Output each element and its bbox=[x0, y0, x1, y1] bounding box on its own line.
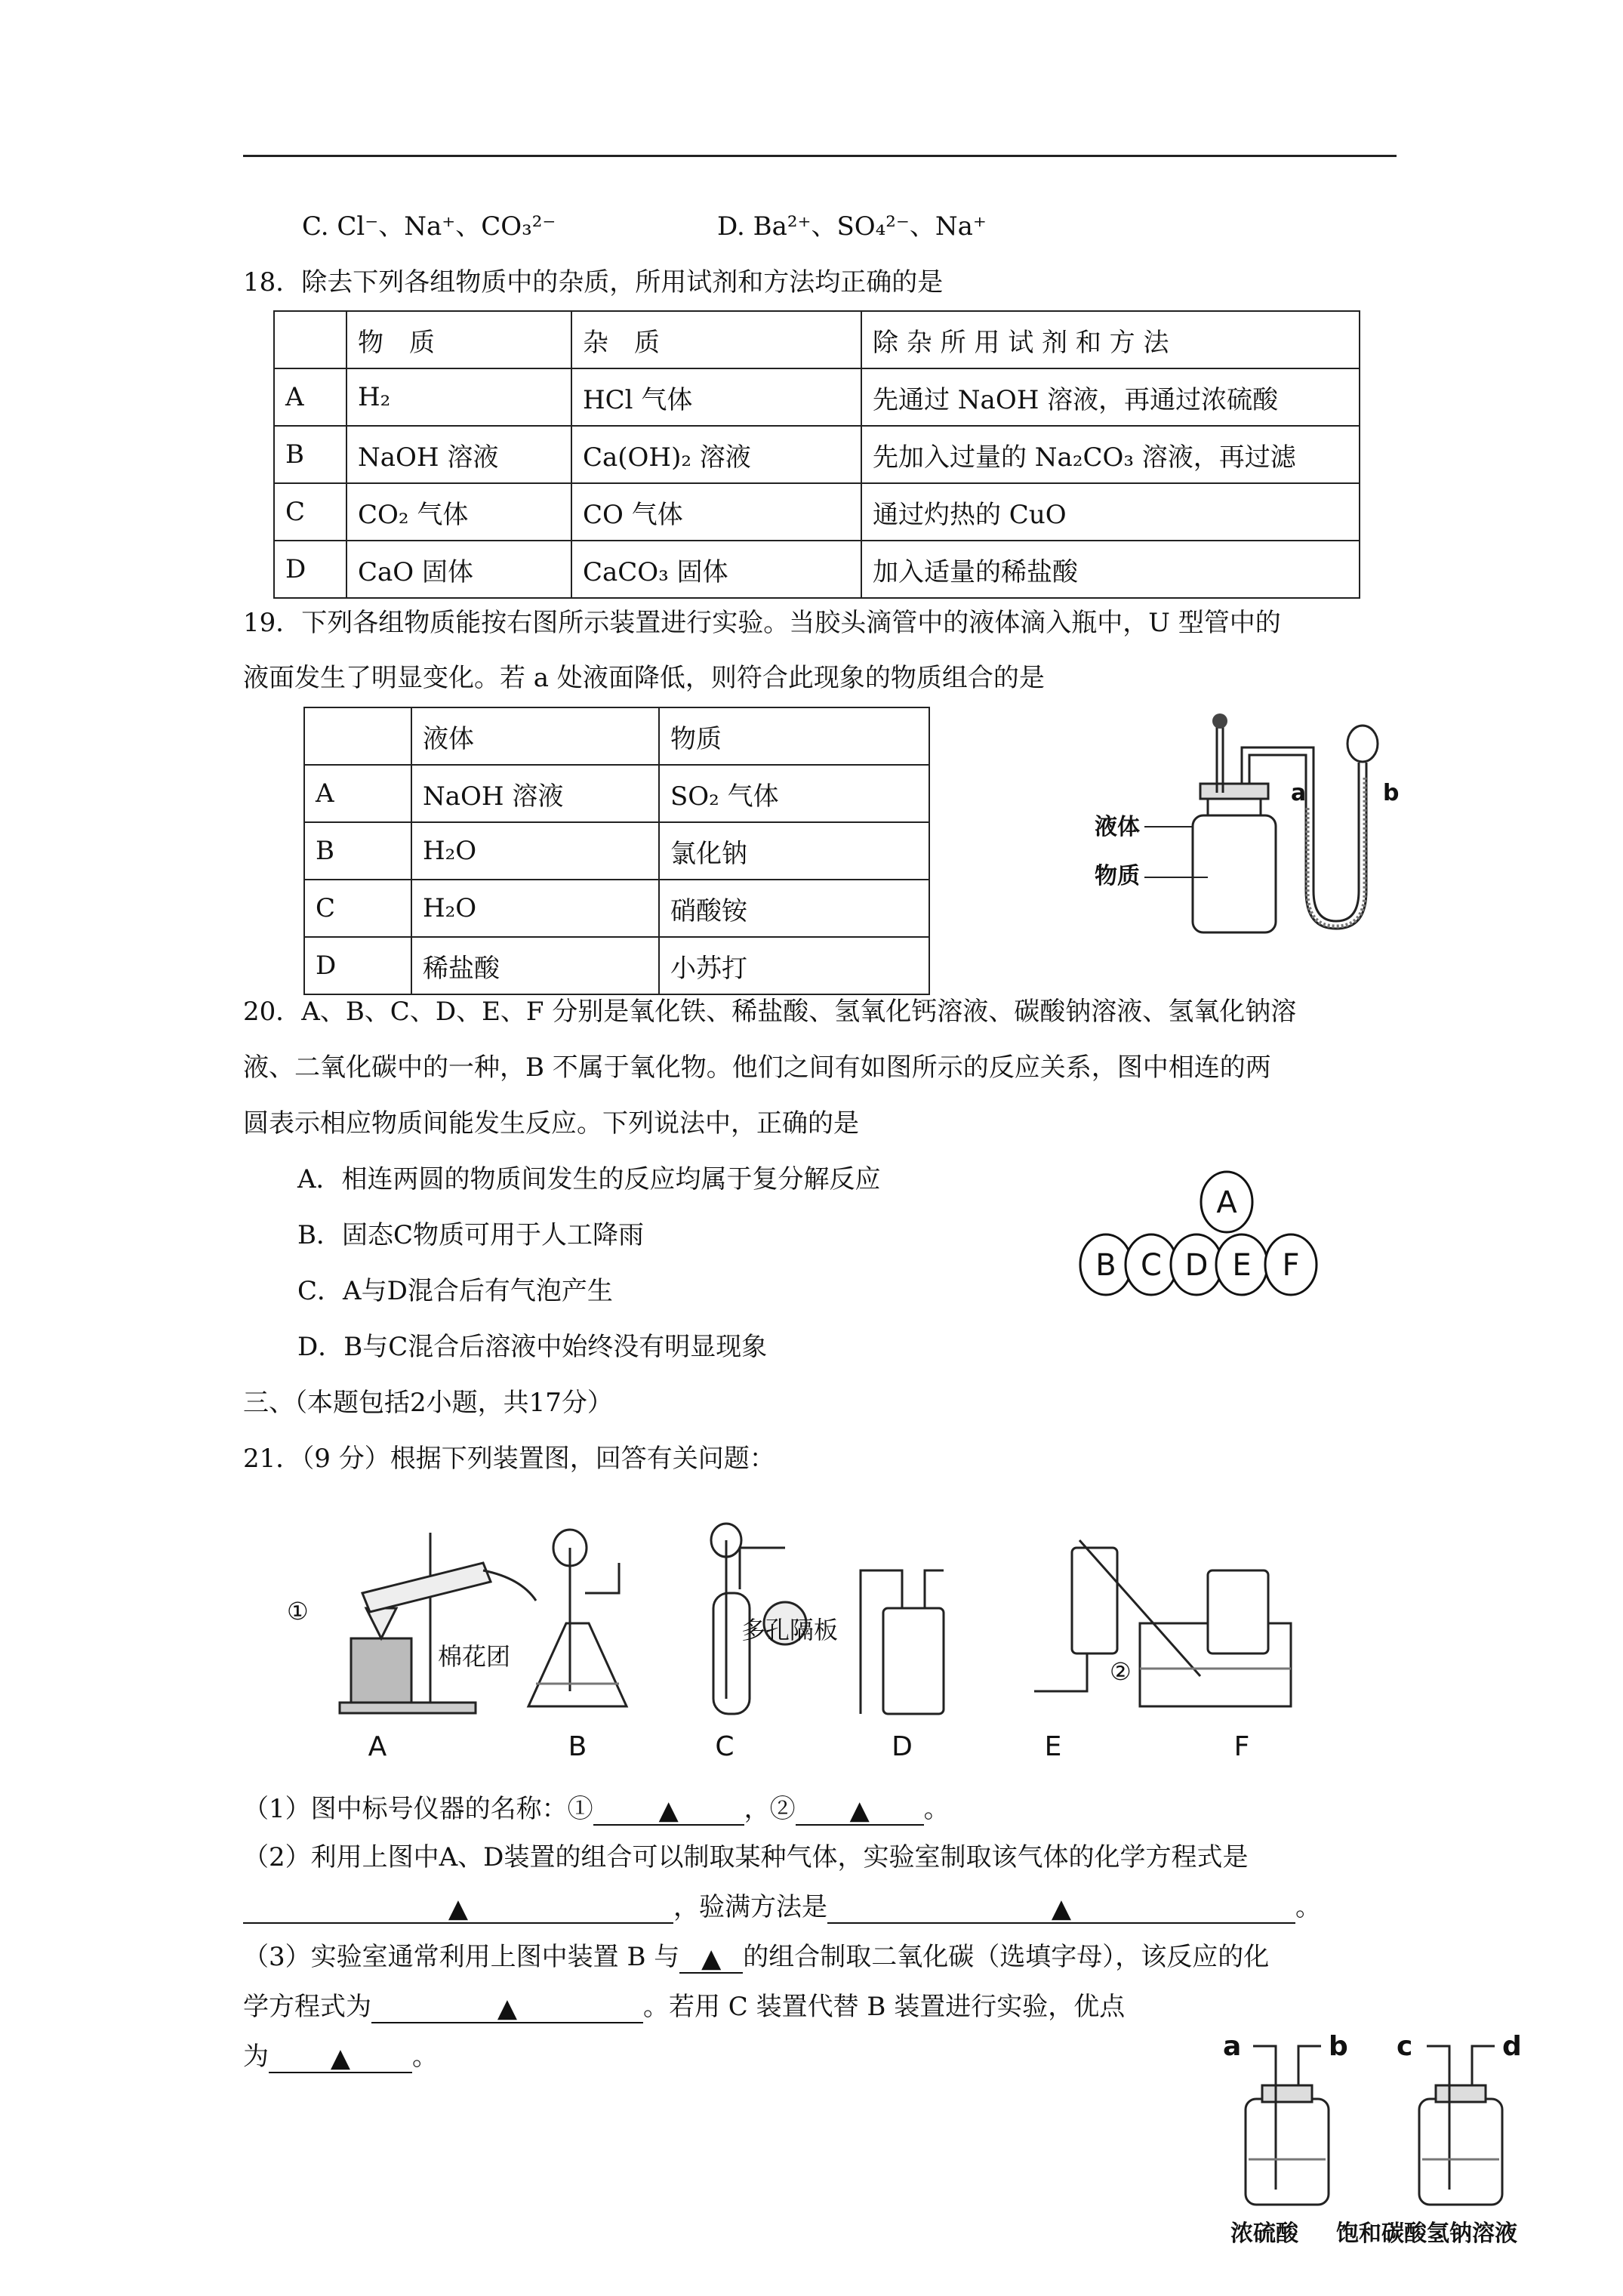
table-cell: A bbox=[304, 765, 411, 822]
circle-c: C bbox=[1141, 1248, 1162, 1283]
figure-label-substance: 物质 bbox=[1095, 863, 1140, 889]
answer-blank[interactable]: ▲ bbox=[679, 1942, 743, 1974]
apparatus-label-d: D bbox=[892, 1731, 913, 1762]
apparatus-label-a: A bbox=[368, 1731, 387, 1762]
table-cell: 物质 bbox=[659, 707, 929, 765]
circle-f: F bbox=[1282, 1248, 1300, 1283]
mark-1: ① bbox=[287, 1597, 309, 1626]
q21-part1-mid: ，② bbox=[744, 1794, 796, 1824]
table-cell: CaO 固体 bbox=[346, 541, 571, 598]
table-cell: CaCO₃ 固体 bbox=[571, 541, 861, 598]
table-row bbox=[304, 937, 929, 994]
table-cell: CO 气体 bbox=[571, 483, 861, 541]
circle-e: E bbox=[1232, 1248, 1252, 1283]
q21-part3-line2 bbox=[243, 1990, 1125, 2023]
table-cell: C bbox=[274, 483, 346, 541]
table-cell: 杂 质 bbox=[571, 311, 861, 368]
table-row bbox=[274, 426, 1360, 483]
table-row bbox=[304, 822, 929, 880]
q21-part1 bbox=[243, 1792, 950, 1826]
q20-option-c: C．A与D混合后有气泡产生 bbox=[297, 1276, 613, 1306]
section-3-heading: 三、（本题包括2小题，共17分） bbox=[243, 1388, 613, 1418]
q21-part3-line3-suffix: 。 bbox=[412, 2042, 438, 2072]
circle-b: B bbox=[1095, 1248, 1116, 1283]
q21-part1-prefix: （1）图中标号仪器的名称：① bbox=[243, 1794, 593, 1824]
table-cell: D bbox=[304, 937, 411, 994]
q21-part2-line1: （2）利用上图中A、D装置的组合可以制取某种气体，实验室制取该气体的化学方程式是 bbox=[243, 1842, 1249, 1872]
q20-circle-diagram bbox=[1076, 1163, 1347, 1306]
q21-apparatus-figure bbox=[279, 1518, 1336, 1767]
table-cell: Ca(OH)₂ 溶液 bbox=[571, 426, 861, 483]
q21-part3-line2-prefix: 学方程式为 bbox=[243, 1992, 371, 2022]
dropper-bulb bbox=[1212, 713, 1227, 729]
q21-part3-prefix: （3）实验室通常利用上图中装置 B 与 bbox=[243, 1942, 680, 1972]
mark-2: ② bbox=[1110, 1657, 1132, 1686]
apparatus-label-f: F bbox=[1233, 1731, 1250, 1762]
q21-part3-line3-prefix: 为 bbox=[243, 2042, 269, 2072]
table-row bbox=[274, 541, 1360, 598]
table-cell: A bbox=[274, 368, 346, 426]
table-cell: B bbox=[274, 426, 346, 483]
table-cell: 通过灼热的 CuO bbox=[861, 483, 1360, 541]
table-row bbox=[304, 880, 929, 937]
figure-label-a: a bbox=[1291, 780, 1307, 806]
q21-part1-end: 。 bbox=[923, 1794, 950, 1824]
bottle-label-b: b bbox=[1329, 2031, 1348, 2062]
answer-blank[interactable]: ▲ bbox=[796, 1794, 924, 1826]
table-cell: 液体 bbox=[411, 707, 659, 765]
q18-stem: 18．除去下列各组物质中的杂质，所用试剂和方法均正确的是 bbox=[243, 267, 944, 297]
table-row bbox=[274, 483, 1360, 541]
q21-part3-suffix: 的组合制取二氧化碳（选填字母），该反应的化 bbox=[743, 1942, 1270, 1972]
q21-part2-end: 。 bbox=[1295, 1892, 1321, 1922]
q17-option-c: C. Cl⁻、Na⁺、CO₃²⁻ bbox=[302, 211, 556, 242]
q21-part2-mid: ，验满方法是 bbox=[673, 1892, 827, 1922]
table-cell bbox=[304, 707, 411, 765]
q20-option-d: D．B与C混合后溶液中始终没有明显现象 bbox=[297, 1332, 768, 1362]
table-cell: D bbox=[274, 541, 346, 598]
table-cell: H₂O bbox=[411, 822, 659, 880]
table-row bbox=[274, 368, 1360, 426]
answer-blank[interactable]: ▲ bbox=[243, 1892, 673, 1924]
table-cell: 先通过 NaOH 溶液，再通过浓硫酸 bbox=[861, 368, 1360, 426]
table-cell: NaOH 溶液 bbox=[411, 765, 659, 822]
q18-table bbox=[273, 310, 1360, 599]
table-cell: HCl 气体 bbox=[571, 368, 861, 426]
figure-label-b: b bbox=[1383, 780, 1400, 806]
table-cell: 小苏打 bbox=[659, 937, 929, 994]
table-cell: 先加入过量的 Na₂CO₃ 溶液，再过滤 bbox=[861, 426, 1360, 483]
table-cell: 硝酸铵 bbox=[659, 880, 929, 937]
q20-stem-line1: 20．A、B、C、D、E、F 分别是氧化铁、稀盐酸、氢氧化钙溶液、碳酸钠溶液、氢氧化钠溶 bbox=[243, 997, 1297, 1027]
circle-d: D bbox=[1184, 1248, 1209, 1283]
q21-part3-line1 bbox=[243, 1940, 1269, 1974]
q19-apparatus-figure bbox=[1087, 702, 1419, 944]
table-cell: 物 质 bbox=[346, 311, 571, 368]
q17-option-d: D. Ba²⁺、SO₄²⁻、Na⁺ bbox=[717, 211, 987, 242]
q20-option-a: A．相连两圆的物质间发生的反应均属于复分解反应 bbox=[297, 1164, 881, 1194]
answer-blank[interactable]: ▲ bbox=[593, 1794, 744, 1826]
table-header-row bbox=[304, 707, 929, 765]
q19-stem-line1: 19．下列各组物质能按右图所示装置进行实验。当胶头滴管中的液体滴入瓶中，U 型管中的 bbox=[243, 608, 1281, 638]
q19-table bbox=[303, 707, 930, 995]
label-porous-plate: 多孔隔板 bbox=[741, 1616, 839, 1644]
bottle-label-c: c bbox=[1397, 2031, 1413, 2062]
q21-stem: 21．（9 分）根据下列装置图，回答有关问题： bbox=[243, 1444, 775, 1474]
table-cell: 稀盐酸 bbox=[411, 937, 659, 994]
bottle-label-d: d bbox=[1502, 2031, 1522, 2062]
answer-blank[interactable]: ▲ bbox=[827, 1892, 1295, 1924]
circle-a: A bbox=[1216, 1185, 1237, 1220]
q20-option-b: B．固态C物质可用于人工降雨 bbox=[297, 1220, 644, 1250]
table-cell: 除 杂 所 用 试 剂 和 方 法 bbox=[861, 311, 1360, 368]
apparatus-label-e: E bbox=[1044, 1731, 1062, 1762]
table-cell: C bbox=[304, 880, 411, 937]
apparatus-label-c: C bbox=[715, 1731, 735, 1762]
answer-blank[interactable]: ▲ bbox=[371, 1992, 643, 2023]
apparatus-label-b: B bbox=[568, 1731, 587, 1762]
wash-bottles-figure bbox=[1215, 2031, 1555, 2250]
bottle-caption-1: 浓硫酸 bbox=[1230, 2220, 1298, 2247]
table-cell: NaOH 溶液 bbox=[346, 426, 571, 483]
table-cell: H₂O bbox=[411, 880, 659, 937]
table-cell: SO₂ 气体 bbox=[659, 765, 929, 822]
answer-blank[interactable]: ▲ bbox=[269, 2042, 412, 2073]
table-row bbox=[304, 765, 929, 822]
table-cell: 加入适量的稀盐酸 bbox=[861, 541, 1360, 598]
q20-stem-line2: 液、二氧化碳中的一种，B 不属于氧化物。他们之间有如图所示的反应关系，图中相连的两 bbox=[243, 1052, 1271, 1083]
table-cell: CO₂ 气体 bbox=[346, 483, 571, 541]
q21-part3-line3 bbox=[243, 2040, 438, 2073]
bottle-caption-2: 饱和碳酸氢钠溶液 bbox=[1336, 2220, 1517, 2247]
table-header-row bbox=[274, 311, 1360, 368]
q20-stem-line3: 圆表示相应物质间能发生反应。下列说法中，正确的是 bbox=[243, 1108, 859, 1139]
header-rule bbox=[243, 155, 1397, 157]
table-cell: 氯化钠 bbox=[659, 822, 929, 880]
table-cell: B bbox=[304, 822, 411, 880]
table-cell bbox=[274, 311, 346, 368]
table-cell: H₂ bbox=[346, 368, 571, 426]
q19-stem-line2: 液面发生了明显变化。若 a 处液面降低，则符合此现象的物质组合的是 bbox=[243, 663, 1045, 693]
bottle-label-a: a bbox=[1223, 2031, 1242, 2062]
label-cotton: 棉花团 bbox=[438, 1642, 511, 1671]
q21-part2-line2 bbox=[243, 1891, 1321, 1924]
figure-label-liquid: 液体 bbox=[1095, 814, 1140, 840]
q21-part3-line2-suffix: 。若用 C 装置代替 B 装置进行实验，优点 bbox=[643, 1992, 1126, 2022]
